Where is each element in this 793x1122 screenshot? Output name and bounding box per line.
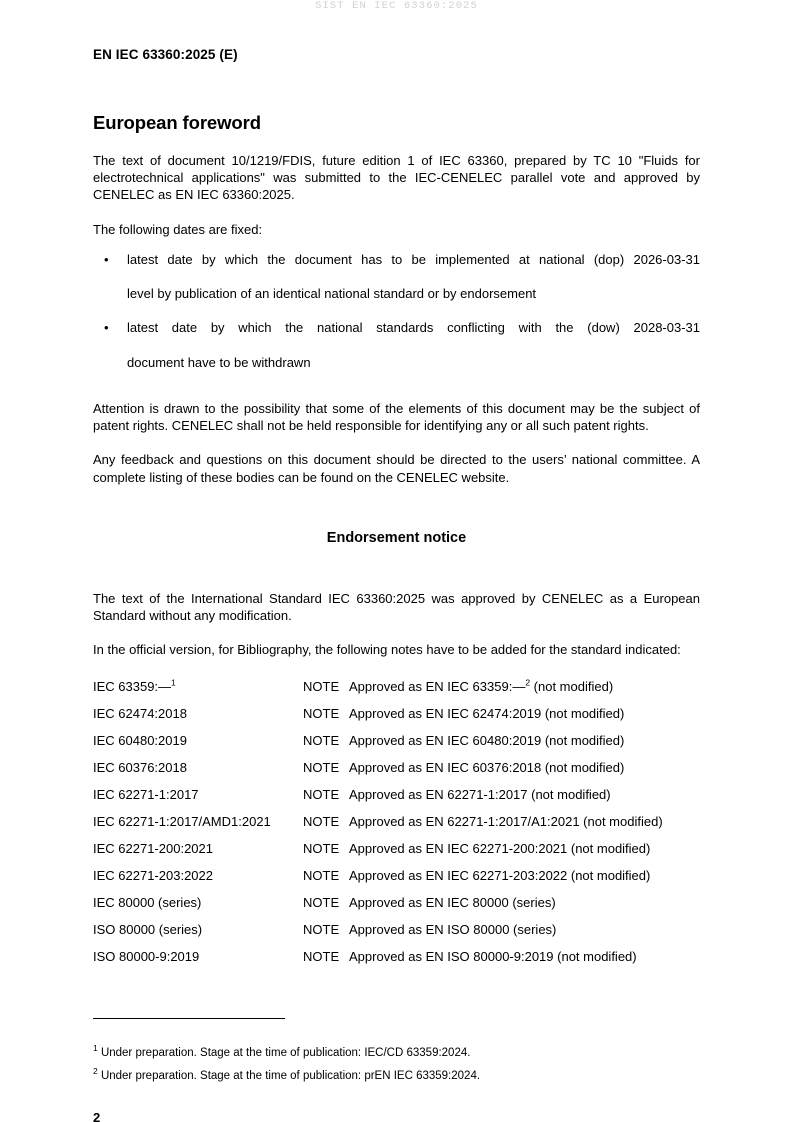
- standard-reference: [93, 679, 303, 706]
- document-identifier: EN IEC 63360:2025 (E): [93, 47, 238, 62]
- description-suffix: (not modified): [530, 679, 614, 695]
- footnote-text: Under preparation. Stage at the time of publication: prEN IEC 63359:2024.: [100, 1070, 481, 1083]
- endorsement-paragraph-two: In the official version, for Bibliography, the following notes have to be added for the standard indicated:: [93, 642, 681, 658]
- running-header: SIST EN IEC 63360:2025: [315, 0, 478, 12]
- note-label: NOTE: [303, 733, 340, 749]
- note-label: NOTE: [303, 949, 340, 965]
- note-label: NOTE: [303, 868, 340, 884]
- standard-description: [349, 679, 700, 706]
- table-row: [93, 868, 700, 895]
- dop-text: latest date by which the document has to be implemented at national: [127, 251, 585, 267]
- standards-table-body: [93, 679, 700, 976]
- standard-description: Approved as EN IEC 60376:2018 (not modified): [349, 760, 625, 776]
- page-title: European foreword: [93, 112, 261, 133]
- standard-reference: IEC 62271-1:2017/AMD1:2021: [93, 814, 271, 830]
- standards-notes-table: [93, 679, 700, 976]
- dow-text: latest date by which the national standards conflicting with the: [127, 320, 574, 336]
- reference-text: IEC 63359:—: [93, 679, 172, 695]
- list-item-dow: [93, 319, 700, 371]
- dop-line-one: [127, 251, 700, 285]
- standard-reference: IEC 80000 (series): [93, 895, 202, 911]
- table-row: [93, 922, 700, 949]
- standard-reference: IEC 62271-200:2021: [93, 841, 213, 857]
- table-row: [93, 787, 700, 814]
- table-row: [93, 679, 700, 706]
- reference-footnote-marker: 1: [171, 678, 176, 689]
- standard-description: Approved as EN ISO 80000 (series): [349, 922, 557, 938]
- dow-line-one: [127, 319, 700, 353]
- standard-reference: IEC 62271-1:2017: [93, 787, 199, 803]
- table-row: [93, 841, 700, 868]
- standard-reference: IEC 62474:2018: [93, 706, 187, 722]
- note-label: NOTE: [303, 895, 340, 911]
- description-text: Approved as EN IEC 63359:—: [349, 679, 526, 695]
- table-row: [93, 706, 700, 733]
- note-label: NOTE: [303, 787, 340, 803]
- footnote-one: [93, 1043, 700, 1061]
- footnote-marker: 2: [93, 1066, 98, 1077]
- endorsement-paragraph-one: The text of the International Standard IEC 63360:2025 was approved by CENELEC as a European Standard without any modification.: [93, 590, 700, 624]
- page-number: 2: [93, 1110, 101, 1122]
- note-label: NOTE: [303, 841, 340, 857]
- standard-description: Approved as EN IEC 62271-203:2022 (not modified): [349, 868, 651, 884]
- bullet-icon: •: [104, 320, 109, 336]
- standard-description: Approved as EN 62271-1:2017 (not modified): [349, 787, 611, 803]
- standard-reference: ISO 80000-9:2019: [93, 949, 200, 965]
- patent-rights-paragraph: Attention is drawn to the possibility that some of the elements of this document may be the subject of patent rights. CENELEC shall not be held responsible for identifying any or all such patent rights.: [93, 401, 700, 434]
- standard-description: Approved as EN IEC 62271-200:2021 (not modified): [349, 841, 651, 857]
- list-item-dop: [93, 251, 700, 303]
- dow-date: 2028-03-31: [633, 320, 701, 336]
- table-row: [93, 949, 700, 976]
- standard-description: Approved as EN ISO 80000-9:2019 (not modified): [349, 949, 637, 965]
- foreword-intro-paragraph: The text of document 10/1219/FDIS, future edition 1 of IEC 63360, prepared by TC 10 "Fluids for electrotechnical applications" was submitted to the IEC-CENELEC parallel vote and approved by CENELEC as EN IEC 63360:2025.: [93, 153, 700, 203]
- standard-reference: IEC 62271-203:2022: [93, 868, 213, 884]
- dow-line-two: document have to be withdrawn: [127, 354, 311, 370]
- standard-reference: IEC 60376:2018: [93, 760, 187, 776]
- standard-description: Approved as EN IEC 62474:2019 (not modified): [349, 706, 625, 722]
- footnote-text: Under preparation. Stage at the time of publication: IEC/CD 63359:2024.: [100, 1047, 471, 1060]
- bullet-icon: •: [104, 251, 109, 267]
- standard-reference: ISO 80000 (series): [93, 922, 203, 938]
- page-content: [93, 0, 700, 1122]
- note-label: NOTE: [303, 760, 340, 776]
- footnote-two: [93, 1066, 700, 1084]
- standard-description: Approved as EN IEC 80000 (series): [349, 895, 556, 911]
- table-row: [93, 733, 700, 760]
- dop-code: (dop): [593, 251, 625, 267]
- standard-description: Approved as EN IEC 60480:2019 (not modified): [349, 733, 625, 749]
- standard-description: Approved as EN 62271-1:2017/A1:2021 (not modified): [349, 814, 663, 830]
- table-row: [93, 760, 700, 787]
- description-footnote-marker: 2: [525, 678, 531, 689]
- feedback-paragraph: Any feedback and questions on this document should be directed to the users’ national committee. A complete listing of these bodies can be found on the CENELEC website.: [93, 452, 700, 485]
- dow-code: (dow): [587, 320, 620, 336]
- note-label: NOTE: [303, 679, 340, 695]
- standard-reference: IEC 60480:2019: [93, 733, 187, 749]
- dates-intro-text: The following dates are fixed:: [93, 221, 263, 237]
- dop-date: 2026-03-31: [633, 251, 700, 267]
- note-label: NOTE: [303, 706, 340, 722]
- dop-line-two: level by publication of an identical national standard or by endorsement: [127, 286, 537, 302]
- table-row: [93, 895, 700, 922]
- note-label: NOTE: [303, 814, 340, 830]
- footnote-marker: 1: [93, 1043, 98, 1054]
- note-label: NOTE: [303, 922, 340, 938]
- endorsement-notice-title: Endorsement notice: [326, 529, 467, 546]
- table-row: [93, 814, 700, 841]
- fixed-dates-list: [93, 251, 700, 371]
